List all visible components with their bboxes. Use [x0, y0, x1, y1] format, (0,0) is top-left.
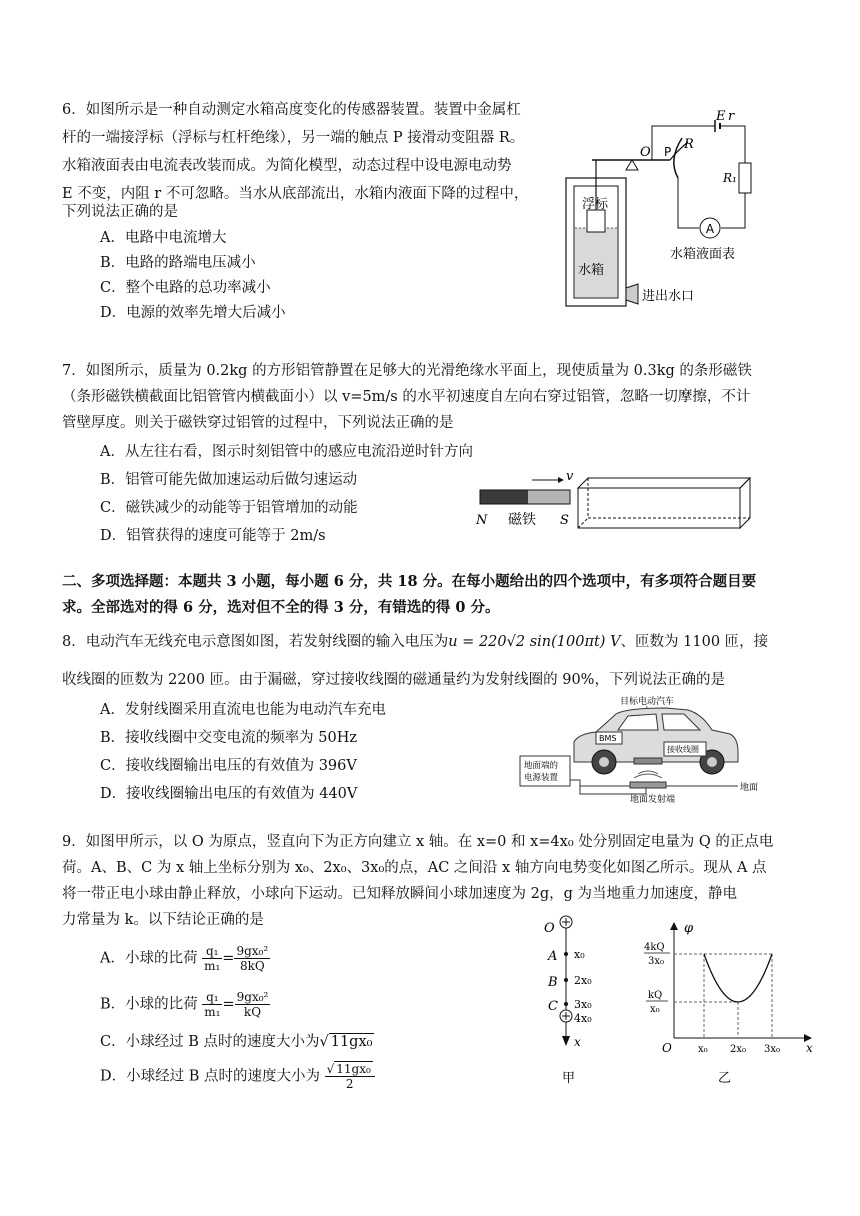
q8-figure: [516, 690, 772, 808]
bms-label: BMS: [599, 734, 617, 743]
label-o: O: [640, 145, 651, 160]
frac-den: m₁: [204, 1005, 221, 1019]
label-n: N: [476, 513, 488, 528]
q8-line1: [62, 630, 768, 654]
y-tick-top-num: 4kQ: [644, 942, 665, 953]
caption-jia: 甲: [562, 1071, 576, 1086]
q6-figure: [560, 108, 780, 318]
axis-label-x: x: [574, 1035, 581, 1049]
axis-label-x: x: [806, 1041, 813, 1055]
q6-option-c: C．整个电路的总功率减小: [100, 280, 271, 296]
q9-option-c: C．小球经过 B 点时的速度大小为√ 11gx₀: [100, 1034, 373, 1050]
ratio-fraction: [202, 944, 222, 973]
q8-line1-b: 、匝数为 1100 匝，接: [620, 634, 769, 650]
q9-option-d: [100, 1062, 375, 1091]
frac-den: m₁: [204, 959, 221, 973]
ammeter-label: A: [705, 222, 715, 236]
q9-option-d-prefix: D．小球经过 B 点时的速度大小为: [100, 1068, 320, 1085]
q9-line: 荷。A、B、C 为 x 轴上坐标分别为 x₀、2x₀、3x₀的点，AC 之间沿 x 轴方向电势变化如图乙所示。现从 A 点: [62, 860, 767, 876]
tick-x0: x₀: [574, 948, 585, 961]
q6-line: 6．如图所示是一种自动测定水箱高度变化的传感器装置。装置中金属杠: [62, 102, 521, 118]
q6-option-a: A．电路中电流增大: [100, 230, 227, 246]
section2-line: 二、多项选择题：本题共 3 小题，每小题 6 分，共 18 分。在每小题给出的四个选项中，有多项符合题目要: [62, 573, 757, 590]
receiver-label: 接收线圈: [667, 745, 699, 754]
float-label: 浮标: [582, 197, 609, 212]
value-fraction: [234, 944, 270, 973]
section2-line: 求。全部选对的得 6 分，选对但不全的得 3 分，有错选的得 0 分。: [62, 599, 500, 616]
label-r1: R₁: [723, 171, 737, 185]
q9-option-a-prefix: A．小球的比荷: [100, 950, 198, 967]
frac-num: q₁: [202, 944, 222, 959]
q6-line: 杆的一端接浮标（浮标与杠杆绝缘），另一端的触点 P 接滑动变阻器 R。: [62, 130, 525, 146]
q6-option-b: B．电路的路端电压减小: [100, 255, 256, 271]
label-e: E: [716, 109, 726, 124]
frac-num: 9gx₀²: [236, 944, 269, 958]
label-b: B: [548, 975, 558, 990]
meter-label: 水箱液面表: [670, 247, 736, 262]
x-tick-3x0: 3x₀: [764, 1044, 781, 1055]
tank-label: 水箱: [578, 263, 605, 278]
tick-4x0: 4x₀: [574, 1012, 592, 1025]
frac-den: 8kQ: [239, 959, 265, 973]
q9-line: 将一带正电小球由静止释放，小球向下运动。已知释放瞬间小球加速度为 2g，g 为当地重力加速度，静电: [62, 886, 738, 902]
q7-figure: [470, 466, 770, 532]
x-tick-x0: x₀: [698, 1044, 708, 1055]
q9-option-b-prefix: B．小球的比荷: [100, 996, 198, 1013]
caption-yi: 乙: [718, 1071, 732, 1086]
frac-num: q₁: [202, 990, 222, 1005]
q9-figure-yi: [640, 920, 820, 1088]
label-c: C: [548, 999, 558, 1014]
q8-option-a: A．发射线圈采用直流电也能为电动汽车充电: [100, 702, 386, 718]
q7-option-c: C．磁铁减少的动能等于铝管增加的动能: [100, 500, 358, 516]
tick-3x0: 3x₀: [574, 998, 592, 1011]
q9-figure-jia: [536, 914, 616, 1090]
velocity-label: v: [566, 469, 574, 484]
axis-label-phi: φ: [684, 921, 694, 936]
x-tick-2x0: 2x₀: [730, 1044, 747, 1055]
q9-option-b: B．小球的比荷 $\frac{\text{q₁}}{\text{m₁}}$ = $\frac{\text{9gx₀²}}{kQ}$: [100, 990, 269, 1019]
resistor-r1: [739, 163, 751, 193]
y-tick-low-num: kQ: [648, 990, 663, 1001]
q7-line: 7．如图所示，质量为 0.2kg 的方形铝管静置在足够大的光滑绝缘水平面上，现使质量为 0.3kg 的条形磁铁: [62, 363, 752, 379]
y-tick-top-den: 3x₀: [648, 956, 665, 967]
q7-line: （条形磁铁横截面比铝管管内横截面小）以 v=5m/s 的水平初速度自左向右穿过铝管，忽略一切摩擦，不计: [62, 389, 751, 405]
label-r-internal: r: [728, 109, 735, 124]
q8-option-b: B．接收线圈中交变电流的频率为 50Hz: [100, 730, 357, 746]
ground-label: 地面: [740, 783, 759, 793]
q7-option-d: D．铝管获得的速度可能等于 2m/s: [100, 528, 326, 544]
q6-line: 下列说法正确的是: [62, 204, 178, 220]
outlet-label: 进出水口: [642, 289, 695, 304]
y-tick-low-den: x₀: [650, 1004, 660, 1015]
q6-option-d: D．电源的效率先增大后减小: [100, 305, 286, 321]
pipe-front: [578, 488, 740, 528]
rheostat: [674, 138, 682, 178]
frac-den: 2: [345, 1077, 354, 1091]
sqrt-content: 11gx₀: [336, 1062, 371, 1076]
transmitter-pad: [630, 782, 666, 788]
sqrt-fraction: $\frac{\text{√ 11gx₀}}{2}$: [325, 1062, 375, 1091]
potential-curve: [704, 954, 772, 1002]
q8-line1-a: 8．电动汽车无线充电示意图如图，若发射线圈的输入电压为: [62, 634, 449, 650]
sqrt-content: 11gx₀: [330, 1034, 373, 1050]
q9-option-c-prefix: C．小球经过 B 点时的速度大小为: [100, 1034, 320, 1050]
supply-label-1: 地面端的: [524, 761, 559, 771]
magnet-s: [528, 490, 570, 504]
label-a: A: [548, 949, 558, 964]
q8-voltage-formula: u = 220√2 sin(100πt) V: [448, 634, 621, 650]
car-label: 目标电动汽车: [620, 697, 675, 707]
q8-option-c: C．接收线圈输出电压的有效值为 396V: [100, 758, 357, 774]
pipe-top: [578, 478, 750, 488]
q9-line: 力常量为 k。以下结论正确的是: [62, 912, 264, 928]
frac-den: kQ: [243, 1005, 262, 1019]
magnet-n: [480, 490, 528, 504]
q6-line: E 不变，内阻 r 不可忽略。当水从底部流出，水箱内液面下降的过程中，: [62, 186, 529, 202]
q6-line: 水箱液面表由电流表改装而成。为简化模型，动态过程中设电源电动势: [62, 158, 512, 174]
pivot: [626, 160, 638, 170]
q7-option-a: A．从左往右看，图示时刻铝管中的感应电流沿逆时针方向: [100, 444, 473, 460]
value-fraction: [235, 990, 271, 1019]
q8-line2: 收线圈的匝数为 2200 匝。由于漏磁，穿过接收线圈的磁通量约为发射线圈的 90%，下列说法正确的是: [62, 672, 725, 688]
q9-option-a: A．小球的比荷 $\frac{\text{q₁}}{\text{m₁}}$ = $\frac{\text{9gx₀²}}{8kQ}$: [100, 944, 269, 973]
q7-line: 管壁厚度。则关于磁铁穿过铝管的过程中，下列说法正确的是: [62, 415, 454, 431]
label-rheostat: R: [684, 137, 694, 152]
q7-option-b: B．铝管可能先做加速运动后做匀速运动: [100, 472, 358, 488]
transmitter-label: 地面发射端: [630, 795, 676, 805]
magnet-label: 磁铁: [508, 512, 536, 528]
label-p: P: [664, 145, 672, 159]
float: [587, 210, 605, 232]
ratio-fraction: [202, 990, 222, 1019]
q8-option-d: D．接收线圈输出电压的有效值为 440V: [100, 786, 358, 802]
supply-label-2: 电源装置: [524, 773, 559, 783]
label-origin: O: [662, 1041, 672, 1055]
label-s: S: [560, 513, 569, 528]
tick-2x0: 2x₀: [574, 974, 592, 987]
label-o: O: [544, 921, 555, 936]
frac-num: 9gx₀²: [236, 990, 269, 1004]
q9-line: 9．如图甲所示，以 O 为原点，竖直向下为正方向建立 x 轴。在 x=0 和 x=4x₀ 处分别固定电量为 Q 的正点电: [62, 834, 774, 850]
